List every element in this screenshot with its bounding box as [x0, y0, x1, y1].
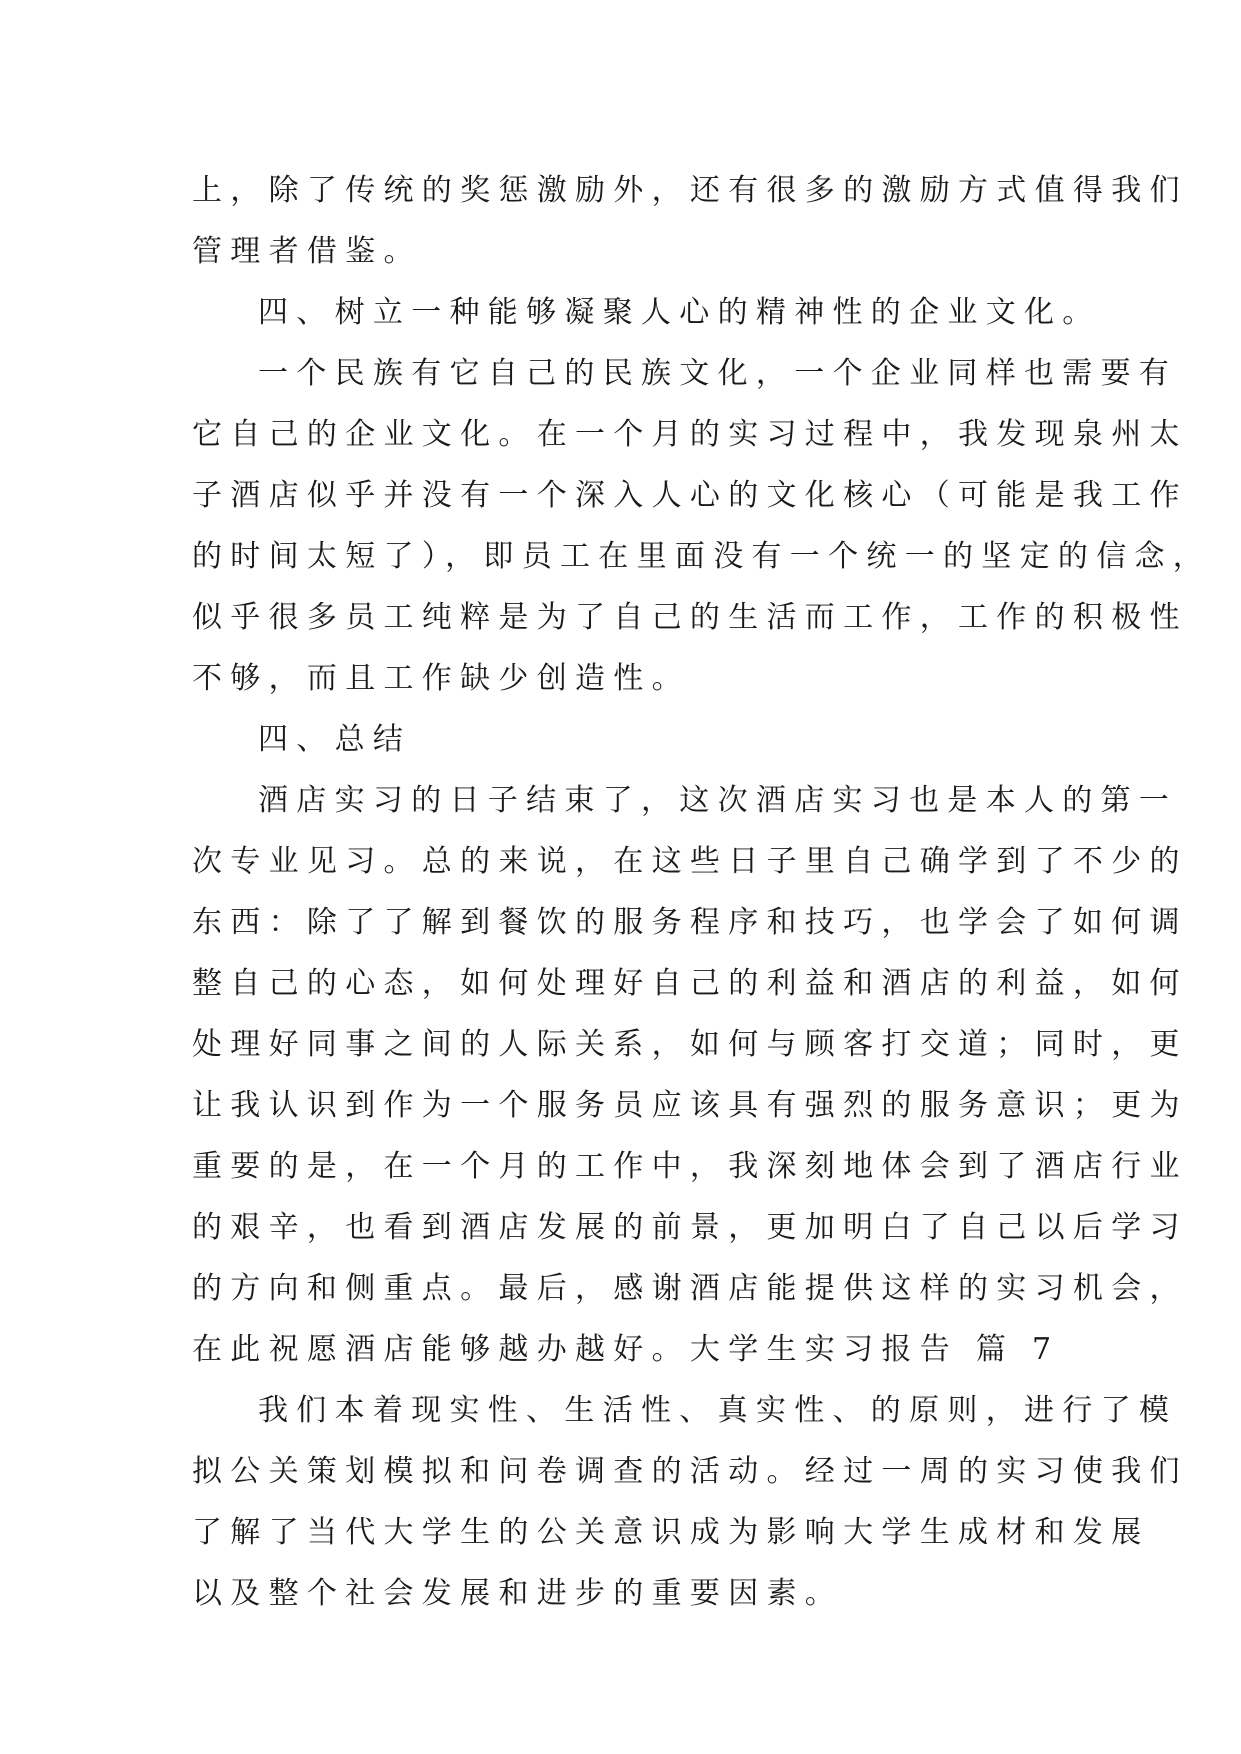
paragraph-line: 它自己的企业文化。在一个月的实习过程中，我发现泉州太	[192, 417, 1188, 452]
paragraph-line: 的艰辛，也看到酒店发展的前景，更加明白了自己以后学习	[192, 1210, 1188, 1245]
paragraph-line: 酒店实习的日子结束了，这次酒店实习也是本人的第一	[258, 783, 1178, 818]
paragraph-line: 上，除了传统的奖惩激励外，还有很多的激励方式值得我们	[192, 173, 1188, 208]
paragraph-line: 一个民族有它自己的民族文化，一个企业同样也需要有	[258, 356, 1178, 391]
paragraph-line: 次专业见习。总的来说，在这些日子里自己确学到了不少的	[192, 844, 1188, 879]
document-body	[192, 160, 1212, 1624]
paragraph-line: 似乎很多员工纯粹是为了自己的生活而工作，工作的积极性	[192, 600, 1188, 635]
paragraph-line: 拟公关策划模拟和问卷调查的活动。经过一周的实习使我们	[192, 1454, 1188, 1489]
section-heading: 四、总结	[258, 722, 412, 757]
paragraph-line: 管理者借鉴。	[192, 234, 422, 269]
section-heading: 四、树立一种能够凝聚人心的精神性的企业文化。	[258, 295, 1101, 330]
paragraph-line: 整自己的心态，如何处理好自己的利益和酒店的利益，如何	[192, 966, 1188, 1001]
paragraph-line: 重要的是，在一个月的工作中，我深刻地体会到了酒店行业	[192, 1149, 1188, 1184]
paragraph-line: 东西：除了了解到餐饮的服务程序和技巧，也学会了如何调	[192, 905, 1188, 940]
paragraph-line: 子酒店似乎并没有一个深入人心的文化核心（可能是我工作	[192, 478, 1188, 513]
paragraph-line: 的方向和侧重点。最后，感谢酒店能提供这样的实习机会，	[192, 1271, 1188, 1306]
paragraph-line: 让我认识到作为一个服务员应该具有强烈的服务意识；更为	[192, 1088, 1188, 1123]
paragraph-line: 在此祝愿酒店能够越办越好。大学生实习报告 篇 7	[192, 1332, 1060, 1367]
paragraph-line: 以及整个社会发展和进步的重要因素。	[192, 1576, 844, 1611]
paragraph-line: 不够，而且工作缺少创造性。	[192, 661, 690, 696]
paragraph-line: 了解了当代大学生的公关意识成为影响大学生成材和发展	[192, 1515, 1150, 1550]
paragraph-line: 的时间太短了），即员工在里面没有一个统一的坚定的信念，	[192, 539, 1212, 574]
paragraph-line: 我们本着现实性、生活性、真实性、的原则，进行了模	[258, 1393, 1178, 1428]
paragraph-line: 处理好同事之间的人际关系，如何与顾客打交道；同时，更	[192, 1027, 1188, 1062]
